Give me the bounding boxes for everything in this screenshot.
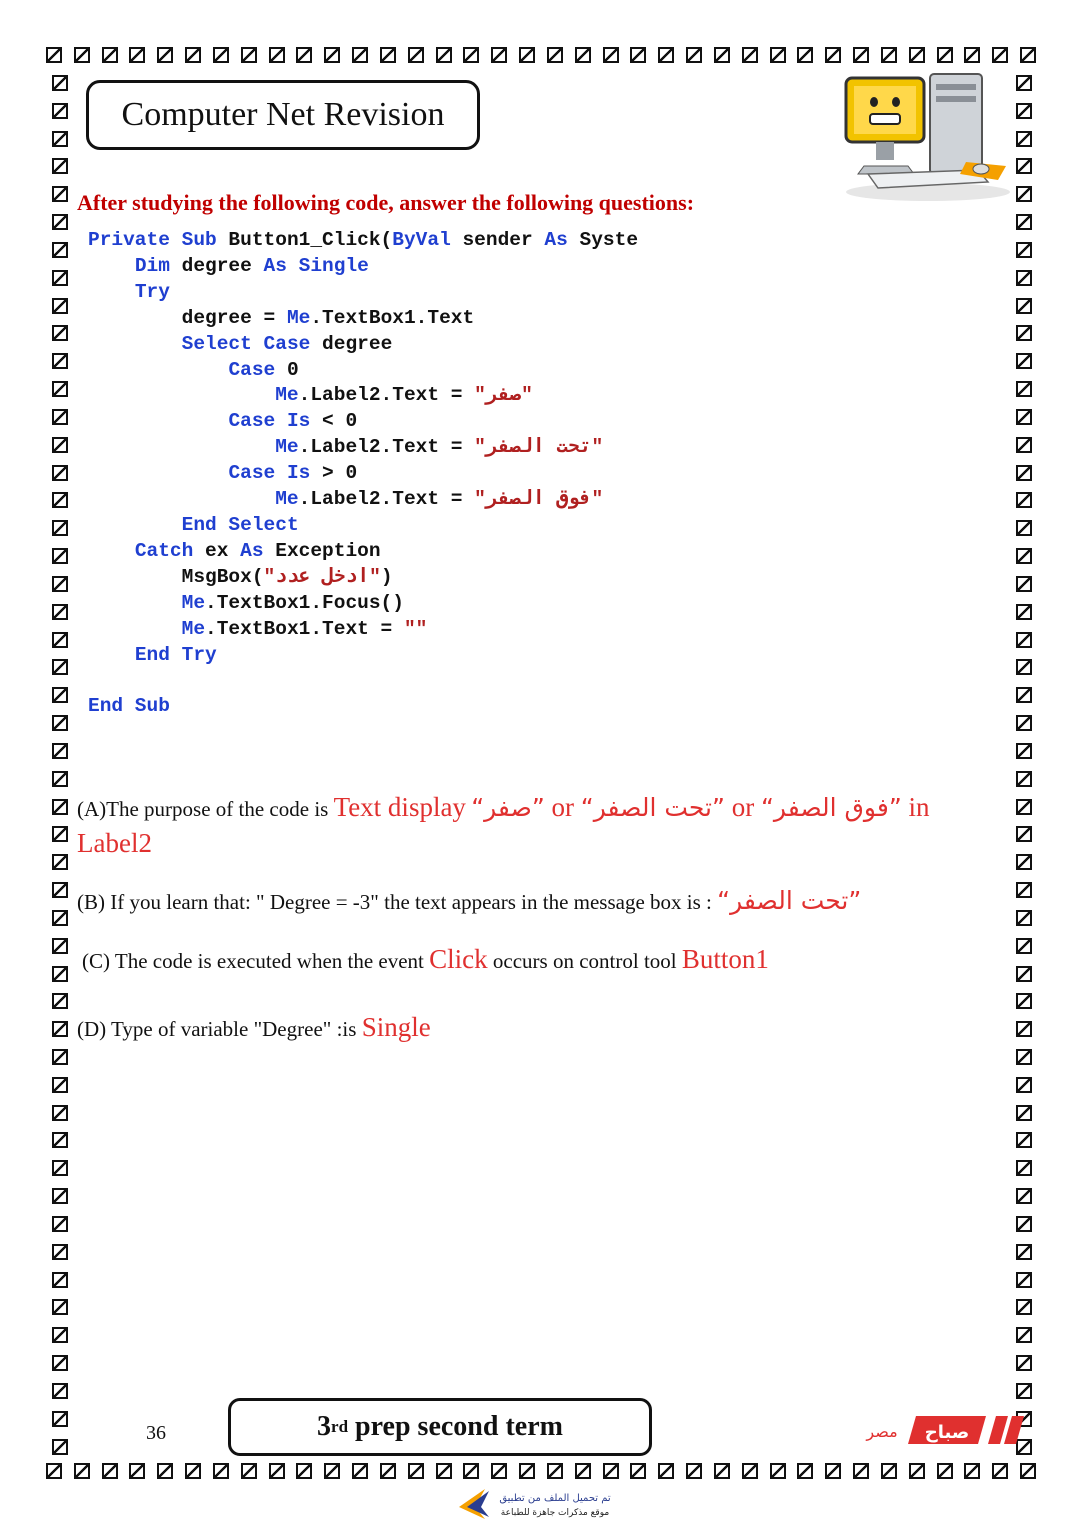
code-line — [88, 280, 638, 306]
border-square — [630, 1463, 646, 1479]
answer-d: Single — [361, 1012, 431, 1042]
question-c-middle: occurs on control tool — [487, 949, 682, 973]
border-square — [603, 1463, 619, 1479]
border-square — [52, 882, 68, 898]
border-square — [1016, 298, 1032, 314]
border-square — [52, 1049, 68, 1065]
border-square — [52, 826, 68, 842]
code-line — [88, 409, 638, 435]
term-text: prep second term — [348, 1411, 563, 1442]
border-square — [714, 1463, 730, 1479]
border-square — [52, 381, 68, 397]
border-square — [52, 242, 68, 258]
term-suffix: rd — [331, 1417, 349, 1436]
border-square — [658, 1463, 674, 1479]
question-a-prefix: (A)The purpose of the code is — [77, 797, 334, 821]
code-text: ex — [193, 539, 241, 562]
answer-a-option3: “فوق الصفر” — [760, 793, 902, 822]
border-square — [52, 993, 68, 1009]
border-square — [102, 47, 118, 63]
border-square — [1016, 715, 1032, 731]
border-square — [185, 1463, 201, 1479]
code-keyword: Me — [275, 488, 299, 511]
border-square — [436, 1463, 452, 1479]
border-square — [52, 1272, 68, 1288]
border-square — [52, 1439, 68, 1455]
border-square — [964, 1463, 980, 1479]
border-square — [52, 771, 68, 787]
border-square — [269, 1463, 285, 1479]
border-square — [52, 1105, 68, 1121]
border-square — [630, 47, 646, 63]
code-keyword: Me — [181, 591, 206, 614]
border-square — [52, 103, 68, 119]
code-string: "" — [403, 617, 428, 640]
border-square — [1016, 1049, 1032, 1065]
border-square — [213, 47, 229, 63]
answer-a-text: Text display — [333, 792, 466, 822]
border-square — [52, 520, 68, 536]
answer-b: “تحت الصفر” — [717, 886, 862, 915]
border-square — [52, 632, 68, 648]
border-square — [1016, 381, 1032, 397]
border-square — [1016, 158, 1032, 174]
code-text: MsgBox( — [181, 565, 264, 588]
border-square — [742, 47, 758, 63]
border-square — [52, 1327, 68, 1343]
answer-c-control: Button1 — [681, 944, 769, 974]
border-square — [380, 47, 396, 63]
border-square — [185, 47, 201, 63]
border-bottom — [46, 1463, 1036, 1483]
answer-a-option1: “صفر” — [471, 793, 545, 822]
border-square — [52, 548, 68, 564]
border-square — [491, 47, 507, 63]
border-square — [46, 1463, 62, 1479]
code-text: degree — [169, 254, 264, 277]
border-square — [52, 854, 68, 870]
border-square — [52, 576, 68, 592]
border-square — [909, 1463, 925, 1479]
border-square — [436, 47, 452, 63]
question-d-prefix: (D) Type of variable "Degree" :is — [77, 1017, 362, 1041]
border-square — [52, 186, 68, 202]
code-line — [88, 306, 638, 332]
border-square — [992, 47, 1008, 63]
answer-a-or1: or — [544, 792, 581, 822]
border-square — [52, 659, 68, 675]
code-line — [88, 694, 638, 720]
code-keyword: Try — [134, 280, 170, 303]
border-square — [770, 1463, 786, 1479]
border-square — [575, 47, 591, 63]
border-square — [1016, 882, 1032, 898]
border-square — [352, 47, 368, 63]
question-c — [82, 944, 769, 975]
border-square — [1016, 186, 1032, 202]
border-square — [686, 47, 702, 63]
code-line — [88, 643, 638, 669]
computer-illustration — [838, 70, 1010, 202]
border-square — [52, 743, 68, 759]
border-square — [213, 1463, 229, 1479]
border-square — [1016, 604, 1032, 620]
border-top — [46, 47, 1036, 67]
code-text: .Label2.Text = — [298, 384, 475, 407]
code-keyword: End Try — [134, 643, 217, 666]
border-square — [881, 47, 897, 63]
border-square — [1016, 1021, 1032, 1037]
border-square — [52, 214, 68, 230]
border-square — [853, 47, 869, 63]
code-text: Button1_Click( — [216, 229, 393, 251]
border-square — [1016, 910, 1032, 926]
border-square — [157, 47, 173, 63]
code-keyword: Me — [275, 436, 299, 459]
code-string: "تحت الصفر" — [474, 436, 604, 459]
border-square — [1016, 826, 1032, 842]
code-line — [88, 668, 638, 694]
download-site-logo — [455, 1485, 615, 1521]
code-text: .Label2.Text = — [298, 488, 475, 511]
code-indent — [88, 255, 135, 277]
border-square — [74, 1463, 90, 1479]
code-keyword: End Select — [181, 513, 299, 536]
answer-a-label: Label2 — [77, 828, 152, 858]
border-square — [1016, 242, 1032, 258]
border-square — [1016, 687, 1032, 703]
border-square — [102, 1463, 118, 1479]
code-text: .TextBox1.Text — [310, 306, 475, 329]
border-square — [52, 799, 68, 815]
border-square — [129, 1463, 145, 1479]
border-square — [1016, 270, 1032, 286]
border-square — [1016, 353, 1032, 369]
question-c-prefix: (C) The code is executed when the event — [82, 949, 430, 973]
code-line — [88, 617, 638, 643]
answer-a-in: in — [901, 792, 930, 822]
answer-c-event: Click — [429, 944, 488, 974]
border-square — [52, 131, 68, 147]
code-keyword: Private Sub — [88, 229, 217, 251]
border-square — [52, 437, 68, 453]
code-text: 0 — [275, 358, 299, 381]
border-square — [296, 47, 312, 63]
code-line — [88, 513, 638, 539]
border-square — [1016, 659, 1032, 675]
border-square — [1016, 131, 1032, 147]
border-square — [352, 1463, 368, 1479]
border-square — [52, 298, 68, 314]
border-square — [463, 47, 479, 63]
code-line — [88, 461, 638, 487]
border-square — [1016, 520, 1032, 536]
border-square — [853, 1463, 869, 1479]
border-square — [1016, 576, 1032, 592]
page-title: Computer Net Revision — [86, 80, 480, 150]
code-line — [88, 228, 638, 254]
border-square — [1016, 409, 1032, 425]
border-square — [1016, 1299, 1032, 1315]
code-keyword: Me — [181, 617, 206, 640]
code-keyword: ByVal — [392, 229, 451, 251]
border-square — [1016, 437, 1032, 453]
code-indent — [88, 540, 135, 562]
border-square — [241, 47, 257, 63]
border-square — [1016, 743, 1032, 759]
border-square — [1016, 1216, 1032, 1232]
code-keyword: Case — [228, 358, 276, 381]
border-square — [547, 1463, 563, 1479]
border-square — [46, 47, 62, 63]
border-square — [408, 47, 424, 63]
logo-word2: مصر — [866, 1422, 898, 1441]
code-indent — [88, 281, 135, 303]
border-square — [881, 1463, 897, 1479]
code-text: ) — [380, 565, 393, 588]
code-text: < 0 — [310, 410, 358, 433]
code-keyword: Catch — [134, 539, 194, 562]
code-keyword: Case Is — [228, 410, 311, 433]
border-square — [770, 47, 786, 63]
border-square — [1016, 465, 1032, 481]
border-square — [825, 1463, 841, 1479]
code-line — [88, 254, 638, 280]
border-square — [825, 47, 841, 63]
question-b-prefix: (B) If you learn that: " Degree = -3" the text appears in the message box is : — [77, 890, 718, 914]
border-square — [1016, 966, 1032, 982]
border-square — [74, 47, 90, 63]
code-indent — [88, 462, 228, 484]
border-square — [296, 1463, 312, 1479]
border-square — [603, 47, 619, 63]
border-square — [52, 1160, 68, 1176]
border-square — [52, 938, 68, 954]
border-square — [52, 492, 68, 508]
code-line — [88, 332, 638, 358]
border-square — [52, 1244, 68, 1260]
border-square — [1016, 1188, 1032, 1204]
border-square — [52, 1077, 68, 1093]
code-line — [88, 565, 638, 591]
answer-a-option2: “تحت الصفر” — [580, 793, 725, 822]
border-square — [992, 1463, 1008, 1479]
code-indent — [88, 514, 182, 536]
border-square — [1016, 854, 1032, 870]
code-text: .TextBox1.Focus() — [205, 591, 404, 614]
border-square — [1016, 1244, 1032, 1260]
code-string: "صفر" — [474, 384, 533, 407]
code-keyword: Case Is — [228, 462, 311, 485]
border-square — [1016, 993, 1032, 1009]
code-text: .TextBox1.Text = — [205, 617, 404, 640]
border-square — [1016, 103, 1032, 119]
border-square — [324, 47, 340, 63]
border-square — [1016, 1077, 1032, 1093]
code-indent — [88, 488, 275, 510]
border-square — [1016, 938, 1032, 954]
bottom-logo-line1: تم تحميل الملف من تطبيق — [499, 1493, 611, 1504]
border-square — [52, 270, 68, 286]
border-square — [52, 1411, 68, 1427]
border-square — [937, 1463, 953, 1479]
border-square — [52, 1132, 68, 1148]
border-square — [742, 1463, 758, 1479]
border-square — [1020, 1463, 1036, 1479]
border-square — [52, 687, 68, 703]
answer-a-or2: or — [724, 792, 761, 822]
border-square — [797, 47, 813, 63]
code-keyword: Me — [286, 306, 311, 329]
border-square — [909, 47, 925, 63]
code-string: "فوق الصفر" — [474, 488, 604, 511]
border-square — [714, 47, 730, 63]
border-square — [269, 47, 285, 63]
border-square — [1016, 799, 1032, 815]
border-square — [797, 1463, 813, 1479]
border-square — [52, 604, 68, 620]
code-indent — [88, 566, 182, 588]
border-square — [547, 47, 563, 63]
code-text: degree — [310, 332, 393, 355]
code-string: "ادخل عدد" — [263, 565, 381, 588]
border-square — [52, 1188, 68, 1204]
bottom-logo-line2: موقع مذكرات جاهزة للطباعة — [500, 1508, 610, 1518]
code-indent — [88, 618, 182, 640]
question-d — [77, 1012, 431, 1043]
border-square — [129, 47, 145, 63]
code-text: Syste — [567, 229, 639, 251]
border-square — [964, 47, 980, 63]
border-square — [1016, 1132, 1032, 1148]
border-square — [52, 465, 68, 481]
border-square — [1016, 632, 1032, 648]
border-left — [52, 75, 72, 1455]
border-square — [1016, 1272, 1032, 1288]
logo-word1: صباح — [924, 1422, 970, 1443]
border-square — [1016, 325, 1032, 341]
border-square — [519, 47, 535, 63]
code-keyword: Select Case — [181, 332, 311, 355]
border-square — [52, 325, 68, 341]
code-indent — [88, 644, 135, 666]
border-square — [241, 1463, 257, 1479]
code-keyword: As — [544, 229, 568, 251]
border-square — [1020, 47, 1036, 63]
code-indent — [88, 307, 182, 329]
border-square — [52, 715, 68, 731]
border-square — [52, 75, 68, 91]
border-square — [52, 1216, 68, 1232]
border-square — [658, 47, 674, 63]
border-square — [52, 158, 68, 174]
border-right — [1016, 75, 1036, 1455]
code-line — [88, 435, 638, 461]
code-line — [88, 487, 638, 513]
border-square — [408, 1463, 424, 1479]
border-square — [1016, 214, 1032, 230]
border-square — [52, 409, 68, 425]
footer-term — [228, 1398, 652, 1456]
border-square — [380, 1463, 396, 1479]
border-square — [1016, 548, 1032, 564]
border-square — [686, 1463, 702, 1479]
code-indent — [88, 410, 228, 432]
code-keyword: As — [240, 539, 264, 562]
border-square — [463, 1463, 479, 1479]
border-square — [1016, 75, 1032, 91]
border-square — [519, 1463, 535, 1479]
code-line — [88, 539, 638, 565]
code-text: > 0 — [310, 462, 358, 485]
border-square — [324, 1463, 340, 1479]
border-square — [52, 353, 68, 369]
code-keyword: As Single — [263, 254, 369, 277]
code-line — [88, 383, 638, 409]
code-indent — [88, 359, 228, 381]
border-square — [157, 1463, 173, 1479]
border-square — [52, 1383, 68, 1399]
sabah-masr-logo — [858, 1412, 1028, 1448]
page-number: 36 — [146, 1422, 166, 1444]
border-square — [1016, 1105, 1032, 1121]
border-square — [575, 1463, 591, 1479]
border-square — [52, 966, 68, 982]
term-number: 3 — [317, 1411, 332, 1442]
code-line — [88, 358, 638, 384]
code-text: Exception — [263, 539, 381, 562]
code-keyword: Me — [275, 384, 299, 407]
code-text: .Label2.Text = — [298, 436, 475, 459]
code-line — [88, 591, 638, 617]
code-keyword: Dim — [134, 254, 170, 277]
code-indent — [88, 384, 275, 406]
border-square — [1016, 1355, 1032, 1371]
border-square — [1016, 1327, 1032, 1343]
border-square — [52, 1299, 68, 1315]
border-square — [52, 1355, 68, 1371]
code-indent — [88, 436, 275, 458]
border-square — [491, 1463, 507, 1479]
code-indent — [88, 333, 182, 355]
border-square — [937, 47, 953, 63]
border-square — [1016, 1383, 1032, 1399]
question-a — [77, 790, 977, 862]
code-listing — [88, 228, 638, 720]
code-text: degree = — [181, 306, 287, 329]
border-square — [1016, 771, 1032, 787]
code-indent — [88, 592, 182, 614]
instructions: After studying the following code, answer the following questions: — [77, 190, 695, 215]
border-square — [52, 910, 68, 926]
question-b — [77, 886, 861, 915]
code-keyword: End Sub — [88, 695, 170, 718]
code-text: sender — [450, 229, 545, 251]
border-square — [52, 1021, 68, 1037]
border-square — [1016, 1160, 1032, 1176]
border-square — [1016, 492, 1032, 508]
